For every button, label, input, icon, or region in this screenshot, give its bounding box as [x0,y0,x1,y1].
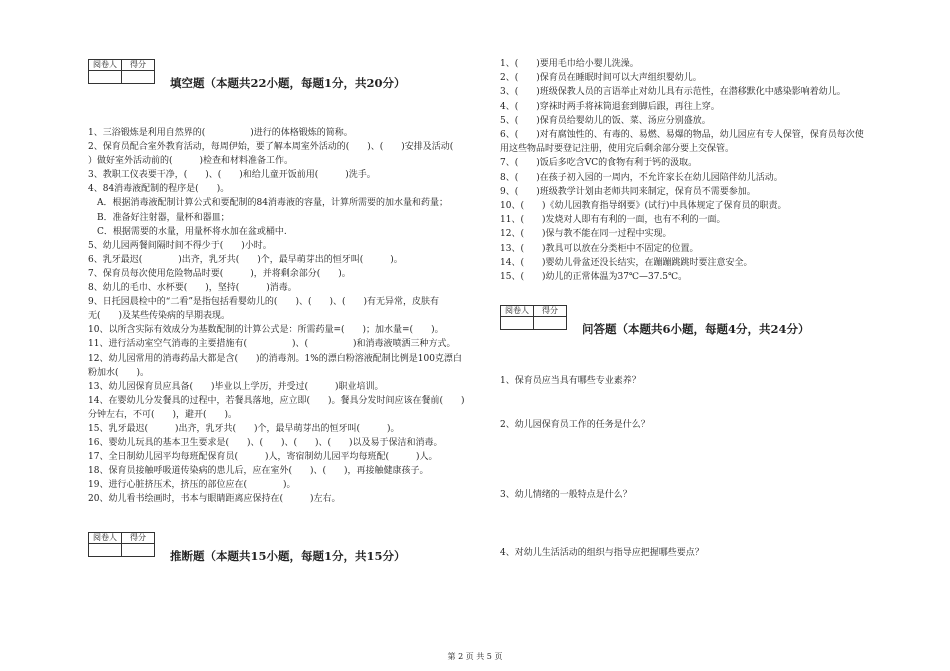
reviewer-label: 阅卷人 [89,533,122,544]
fill-line: 6、乳牙最迟( )出齐，乳牙共( )个，最早萌芽出的恒牙叫( )。 [88,254,403,265]
fill-line: 粉加水( )。 [88,367,150,378]
fill-line: 14、在婴幼儿分发餐具的过程中，若餐具落地，应立即( )。餐具分发时间应该在餐前( ) [88,395,465,406]
reviewer-label: 阅卷人 [501,306,534,317]
fill-line: 9、日托园晨检中的“二看”是指包括看婴幼儿的( )、( )、( )有无异常，皮肤有 [88,297,439,308]
fill-line: 3、教职工仪表要干净，( )、( )和给儿童开饭前用( )洗手。 [88,170,376,181]
judge-line: 用这些物品时要登记注册，使用完后剩余部分要上交保管。 [500,144,735,155]
judge-line: 11、( )发烧对人即有有利的一面，也有不利的一面。 [500,215,726,226]
reviewer-cell [89,71,122,84]
judge-line: 12、( )保与教不能在同一过程中实现。 [500,229,672,240]
judge-line: 7、( )饭后多吃含VC的食物有利于钙的汲取。 [500,158,698,169]
fill-line: 分钟左右，不可( )，避开( )。 [88,409,238,420]
reviewer-label: 阅卷人 [89,60,122,71]
fill-line: 10、以所含实际有效成分为基数配制的计算公式是：所需药量=( )；加水量=( )。 [88,325,444,336]
score-box-qa [500,305,567,330]
qa-section-title: 问答题（本题共6小题，每题4分，共24分） [582,322,810,336]
fill-line: 17、全日制幼儿园平均每班配保育员( )人，寄宿制幼儿园平均每班配( )人。 [88,452,438,463]
fill-line: C．根据需要的水量，用量杯将水加在盆或桶中. [88,226,287,237]
fill-line: 11、进行活动室空气消毒的主要措施有( )、( )和消毒液喷洒三种方式。 [88,339,456,350]
judge-line: 1、( )要用毛巾给小婴儿洗澡。 [500,59,639,69]
judge-questions [500,57,920,284]
fill-line: 4、84消毒液配制的程序是( )。 [88,184,230,195]
judge-line: 3、( )班级保教人员的言语举止对幼儿具有示范性，在潜移默化中感染影响着幼儿。 [500,87,846,98]
fill-line: 8、幼儿的毛巾、水杯要( )，坚持( )消毒。 [88,283,297,294]
qa-question: 1、保育员应当具有哪些专业素养？ [500,376,641,386]
fill-line: B．准备好注射器，量杯和器皿； [88,212,230,223]
fill-line: A．根据消毒液配制计算公式和要配制的84消毒液的容量，计算所需要的加水量和药量； [88,198,448,209]
fill-line: 15、乳牙最迟( )出齐，乳牙共( )个，最早萌芽出的恒牙叫( )。 [88,423,400,434]
reviewer-cell [89,544,122,557]
reviewer-cell [501,317,534,330]
fill-line: 16、婴幼儿玩具的基本卫生要求是( )、( )、( )、( )以及易于保洁和消毒。 [88,438,443,449]
judge-line: 13、( )教具可以放在分类柜中不固定的位置。 [500,243,699,254]
fill-line: ）做好室外活动前的( )检查和材料准备工作。 [88,156,294,167]
judge-line: 14、( )婴幼儿骨盆还没长结实，在蹦蹦跳跳时要注意安全。 [500,257,753,268]
fill-line: 1、三浴锻炼是利用自然界的( )进行的体格锻炼的简称。 [88,128,353,138]
fill-section-title: 填空题（本题共22小题，每题1分，共20分） [170,76,406,90]
judge-line: 2、( )保育员在睡眠时间可以大声组织婴幼儿。 [500,73,702,84]
fill-questions [88,126,490,507]
fill-line: 13、幼儿园保育员应具备( )毕业以上学历，并受过( )职业培训。 [88,381,384,392]
judge-line: 4、( )穿袜时两手将袜筒退套到脚后跟，再往上穿。 [500,101,720,112]
fill-line: 19、进行心脏挤压术，挤压的部位应在( )。 [88,480,296,491]
score-cell [122,544,155,557]
score-cell [122,71,155,84]
fill-line: 7、保育员每次使用危险物品时要( )，并将剩余部分( )。 [88,268,351,279]
qa-question: 2、幼儿园保育员工作的任务是什么？ [500,420,650,430]
judge-line: 15、( )幼儿的正常体温为37℃—37.5℃。 [500,272,688,283]
score-box-fill [88,59,155,84]
fill-line: 20、幼儿看书绘画时，书本与眼睛距离应保持在( )左右。 [88,494,341,505]
page-footer: 第 2 页 共 5 页 [447,652,503,661]
judge-line: 8、( )在孩子初入园的一周内，不允许家长在幼儿园陪伴幼儿活动。 [500,172,783,183]
fill-line: 无( )及某些传染病的早期表现。 [88,311,231,322]
fill-line: 18、保育员接触呼吸道传染病的患儿后，应在室外( )、( )，再接触健康孩子。 [88,466,429,477]
judge-section-title: 推断题（本题共15小题，每题1分，共15分） [170,549,406,563]
qa-question: 3、幼儿情绪的一般特点是什么？ [500,490,632,500]
score-label: 得分 [534,306,567,317]
judge-line: 10、( )《幼儿园教育指导纲要》(试行)中具体规定了保育员的职责。 [500,201,787,212]
judge-line: 5、( )保育员给婴幼儿的饭、菜、汤应分别盛放。 [500,115,711,126]
qa-question: 4、对幼儿生活活动的组织与指导应把握哪些要点？ [500,548,704,558]
fill-line: 5、幼儿园两餐间隔时间不得少于( )小时。 [88,240,272,251]
score-label: 得分 [122,533,155,544]
score-cell [534,317,567,330]
judge-line: 9、( )班级教学计划由老师共同来制定，保育员不需要参加。 [500,186,756,197]
fill-line: 12、幼儿园常用的消毒药品大都是含( )的消毒剂。1%的漂白粉溶液配制比例是100克漂白 [88,353,462,364]
score-label: 得分 [122,60,155,71]
judge-line: 6、( )对有腐蚀性的、有毒的、易燃、易爆的物品，幼儿园应有专人保管，保育员每次使 [500,130,864,141]
score-box-judge [88,532,155,557]
fill-line: 2、保育员配合室外教育活动，每周伊始，要了解本周室外活动的( )、( )安排及活动( [88,142,454,153]
